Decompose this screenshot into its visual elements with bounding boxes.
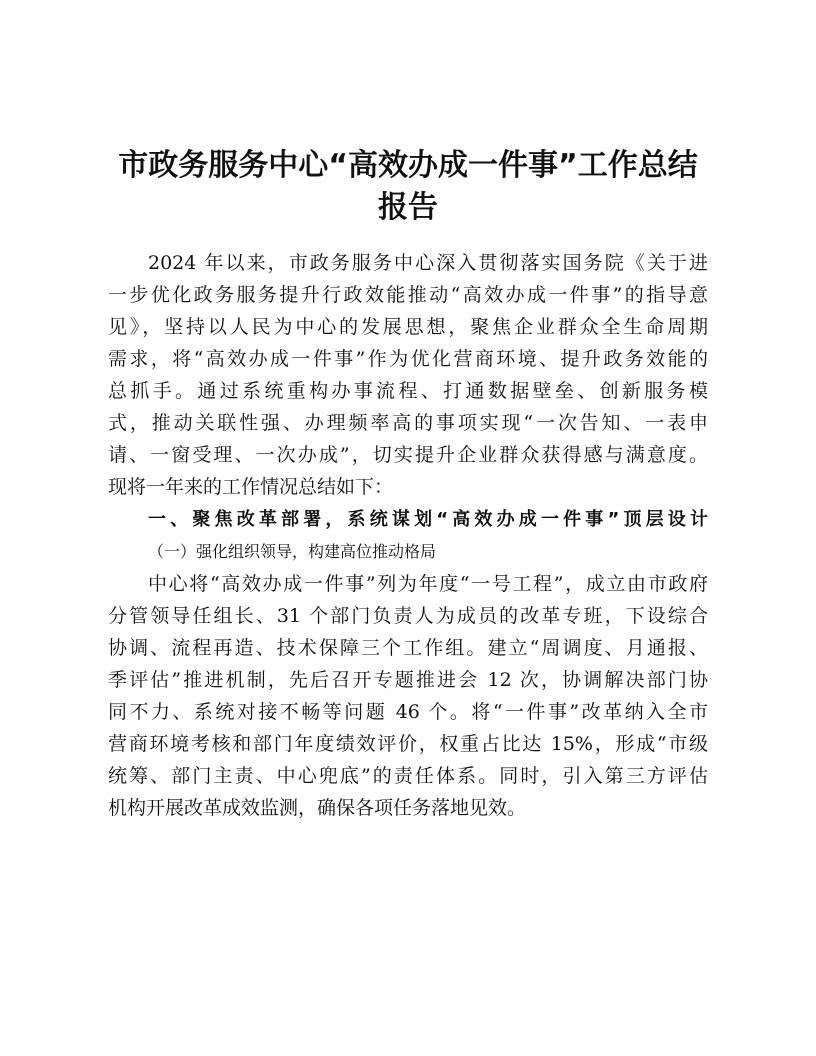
body-paragraph-line: 同不力、系统对接不畅等问题 46 个。将“一件事”改革纳入全市 [108,701,708,723]
section-heading-1: 一、聚焦改革部署，系统谋划“高效办成一件事”顶层设计 [148,509,708,530]
body-paragraph-line: 分管领导任组长、31 个部门负责人为成员的改革专班，下设综合 [108,605,708,627]
body-paragraph-line: 协调、流程再造、技术保障三个工作组。建立“周调度、月通报、 [108,637,708,659]
body-paragraph-line: 机构开展改革成效监测，确保各项任务落地见效。 [108,797,527,819]
body-paragraph-line: 营商环境考核和部门年度绩效评价，权重占比达 15%，形成“市级 [108,733,708,755]
document-title-line-1: 市政务服务中心“高效办成一件事”工作总结 [118,148,698,183]
intro-paragraph-line: 一步优化政务服务提升行政效能推动“高效办成一件事”的指导意 [108,284,708,306]
intro-paragraph-line: 见》，坚持以人民为中心的发展思想，聚焦企业群众全生命周期 [108,316,708,338]
document-title-line-2: 报告 [378,190,438,225]
body-paragraph-line: 中心将“高效办成一件事”列为年度“一号工程”，成立由市政府 [148,573,708,595]
subsection-heading-1: （一）强化组织领导，构建高位推动格局 [148,542,437,561]
intro-paragraph-line: 现将一年来的工作情况总结如下： [108,476,394,498]
intro-paragraph-line: 2024 年以来，市政务服务中心深入贯彻落实国务院《关于进 [148,252,708,274]
intro-paragraph-line: 请、一窗受理、一次办成”，切实提升企业群众获得感与满意度。 [108,444,708,466]
intro-paragraph-line: 总抓手。通过系统重构办事流程、打通数据壁垒、创新服务模 [108,380,708,402]
body-paragraph-line: 统筹、部门主责、中心兜底”的责任体系。同时，引入第三方评估 [108,765,708,787]
intro-paragraph-line: 需求，将“高效办成一件事”作为优化营商环境、提升政务效能的 [108,348,708,370]
intro-paragraph-line: 式，推动关联性强、办理频率高的事项实现“一次告知、一表申 [108,412,708,434]
body-paragraph-line: 季评估”推进机制，先后召开专题推进会 12 次，协调解决部门协 [108,669,708,691]
